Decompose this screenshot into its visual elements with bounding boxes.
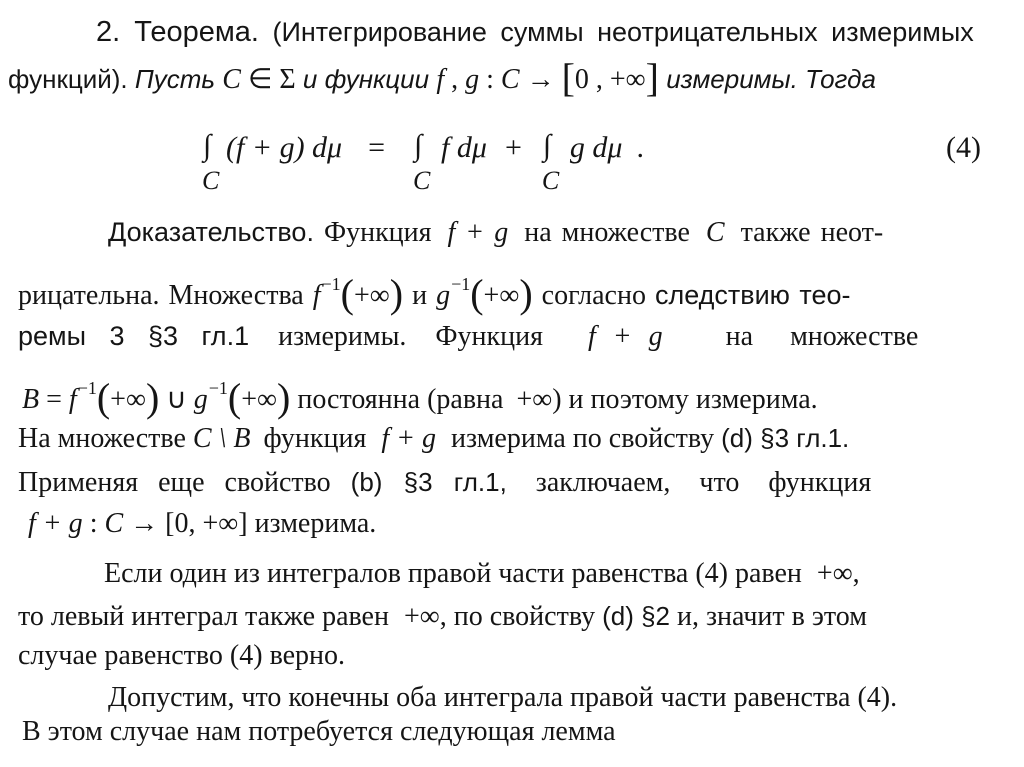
proof-line-4: $B = f^{-1}(+\infty)$ ∪ $g^{-1}(+\infty)$ постоянна (равна +∞) и поэтому измерима. [22, 375, 818, 420]
theorem-line-2: функций). Пусть C ∈ Σ и функции f , g : C → [0 , +∞] измеримы. Тогда [8, 55, 876, 100]
equation-4: ∫ C (f + g) dμ = ∫ C f dμ + ∫ C g dμ . [202, 129, 644, 195]
rhs-term-2: g dμ [569, 131, 623, 164]
para2-line-2: то левый интеграл также равен +∞, по свойству (d) §2 и, значит в этом [18, 601, 867, 632]
proof-line-7: f + g : C → [0, +∞] измерима. [28, 508, 377, 539]
proof-line-1: Доказательство. Функция f + g на множестве C также неот- [108, 217, 884, 248]
proof-line-6: Применяя еще свойство (b) §3 гл.1, заключаем, что функция [18, 467, 872, 498]
integral-sign: ∫ C [202, 129, 220, 195]
theorem-description: (Интегрирование суммы неотрицательных измеримых [258, 17, 974, 47]
rhs-term-1: f dμ [441, 131, 487, 164]
para2-line-1: Если один из интегралов правой части равенства (4) равен +∞, [104, 558, 860, 589]
proof-heading: Доказательство. [108, 217, 314, 247]
proof-line-2: рицательна. Множества $f^{-1}(+\infty)$ и $g^{-1}(+\infty)$ согласно следствию тео- [18, 271, 851, 316]
equation-number: (4) [946, 131, 981, 164]
para2-line-3: случае равенство (4) верно. [18, 640, 346, 671]
para3-line-1: Допустим, что конечны оба интеграла правой части равенства (4). [108, 682, 898, 713]
theorem-title: 2. Теорема. [96, 16, 259, 48]
para3-line-2: В этом случае нам потребуется следующая лемма [22, 716, 616, 747]
proof-line-3: ремы 3 §3 гл.1 измеримы. Функция f + g на множестве [18, 321, 919, 352]
integral-sign: ∫ C [541, 129, 560, 195]
proof-line-5: На множестве C \ B функция f + g измерима по свойству (d) §3 гл.1. [18, 423, 850, 454]
theorem-description-cont: функций). [8, 64, 128, 94]
integral-sign: ∫ C [413, 129, 431, 195]
theorem-line-1 [96, 14, 974, 50]
lhs-integrand: (f + g) dμ [226, 131, 343, 164]
